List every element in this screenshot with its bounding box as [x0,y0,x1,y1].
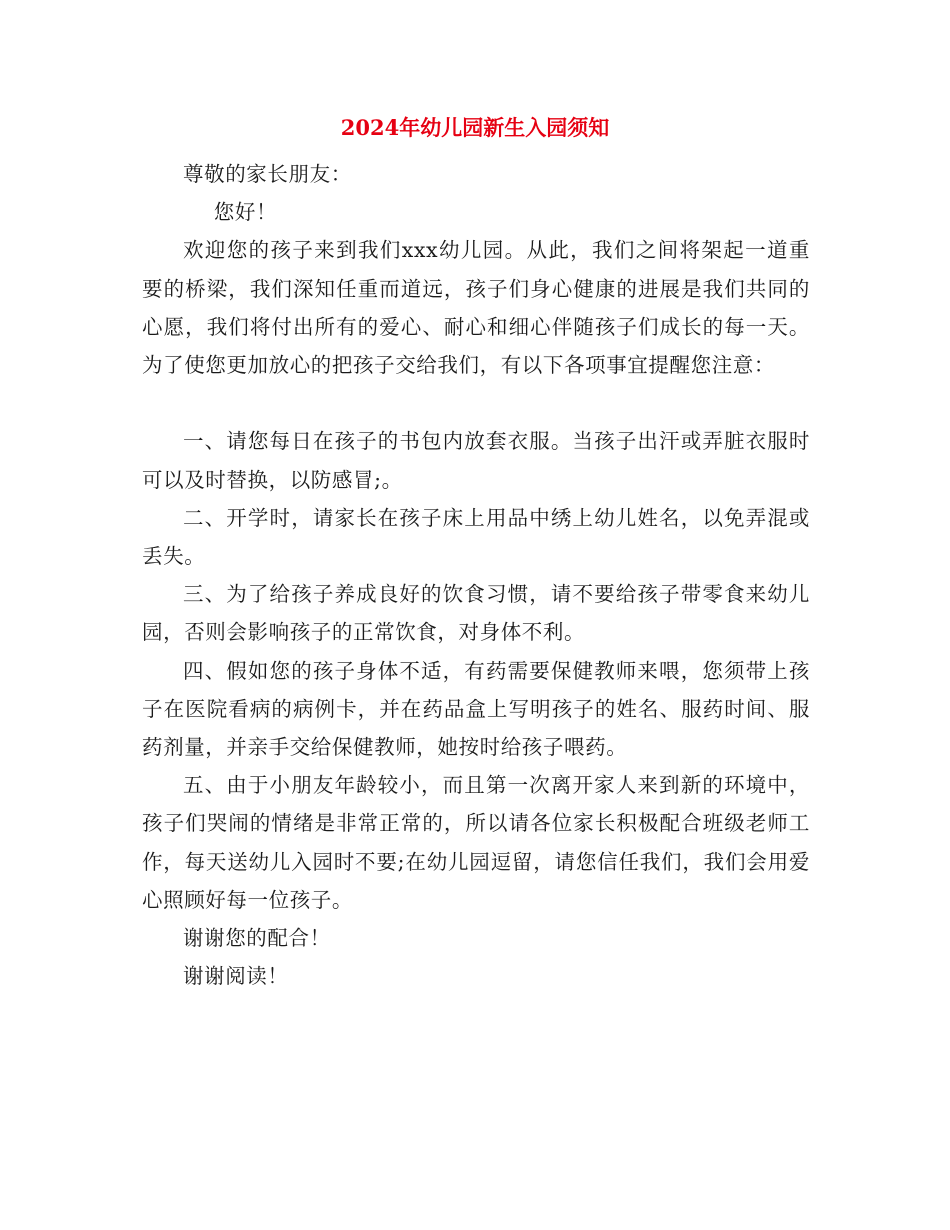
paragraph-spacer [142,384,810,422]
salutation: 尊敬的家长朋友： [183,162,352,186]
document-title: 2024年幼儿园新生入园须知 [340,115,610,140]
notice-item-3: 三、为了给孩子养成良好的饮食习惯，请不要给孩子带零食来幼儿园，否则会影响孩子的正常饮食，对身体不利。 [142,582,810,645]
intro-paragraph: 欢迎您的孩子来到我们xxx幼儿园。从此，我们之间将架起一道重要的桥梁，我们深知任重而道远，孩子们身心健康的进展是我们共同的心愿，我们将付出所有的爱心、耐心和细心伴随孩子们成长的每一天。为了使您更加放心的把孩子交给我们，有以下各项事宜提醒您注意： [142,238,810,378]
notice-item-1: 一、请您每日在孩子的书包内放套衣服。当孩子出汗或弄脏衣服时可以及时替换，以防感冒;。 [142,429,810,492]
thanks-line: 谢谢您的配合！ [183,926,331,951]
notice-item-2: 二、开学时，请家长在孩子床上用品中绣上幼儿姓名，以免弄混或丢失。 [142,505,810,569]
greeting: 您好！ [213,200,278,225]
document-body [142,155,810,995]
closing-line: 谢谢阅读！ [183,964,289,989]
notice-item-4: 四、假如您的孩子身体不适，有药需要保健教师来喂，您须带上孩子在医院看病的病例卡，并在药品盒上写明孩子的姓名、服药时间、服药剂量，并亲手交给保健教师，她按时给孩子喂药。 [142,658,810,760]
notice-item-5: 五、由于小朋友年龄较小，而且第一次离开家人来到新的环境中，孩子们哭闹的情绪是非常正常的，所以请各位家长积极配合班级老师工作，每天送幼儿入园时不要;在幼儿园逗留，请您信任我们，我们会用爱心照顾好每一位孩子。 [142,773,810,912]
